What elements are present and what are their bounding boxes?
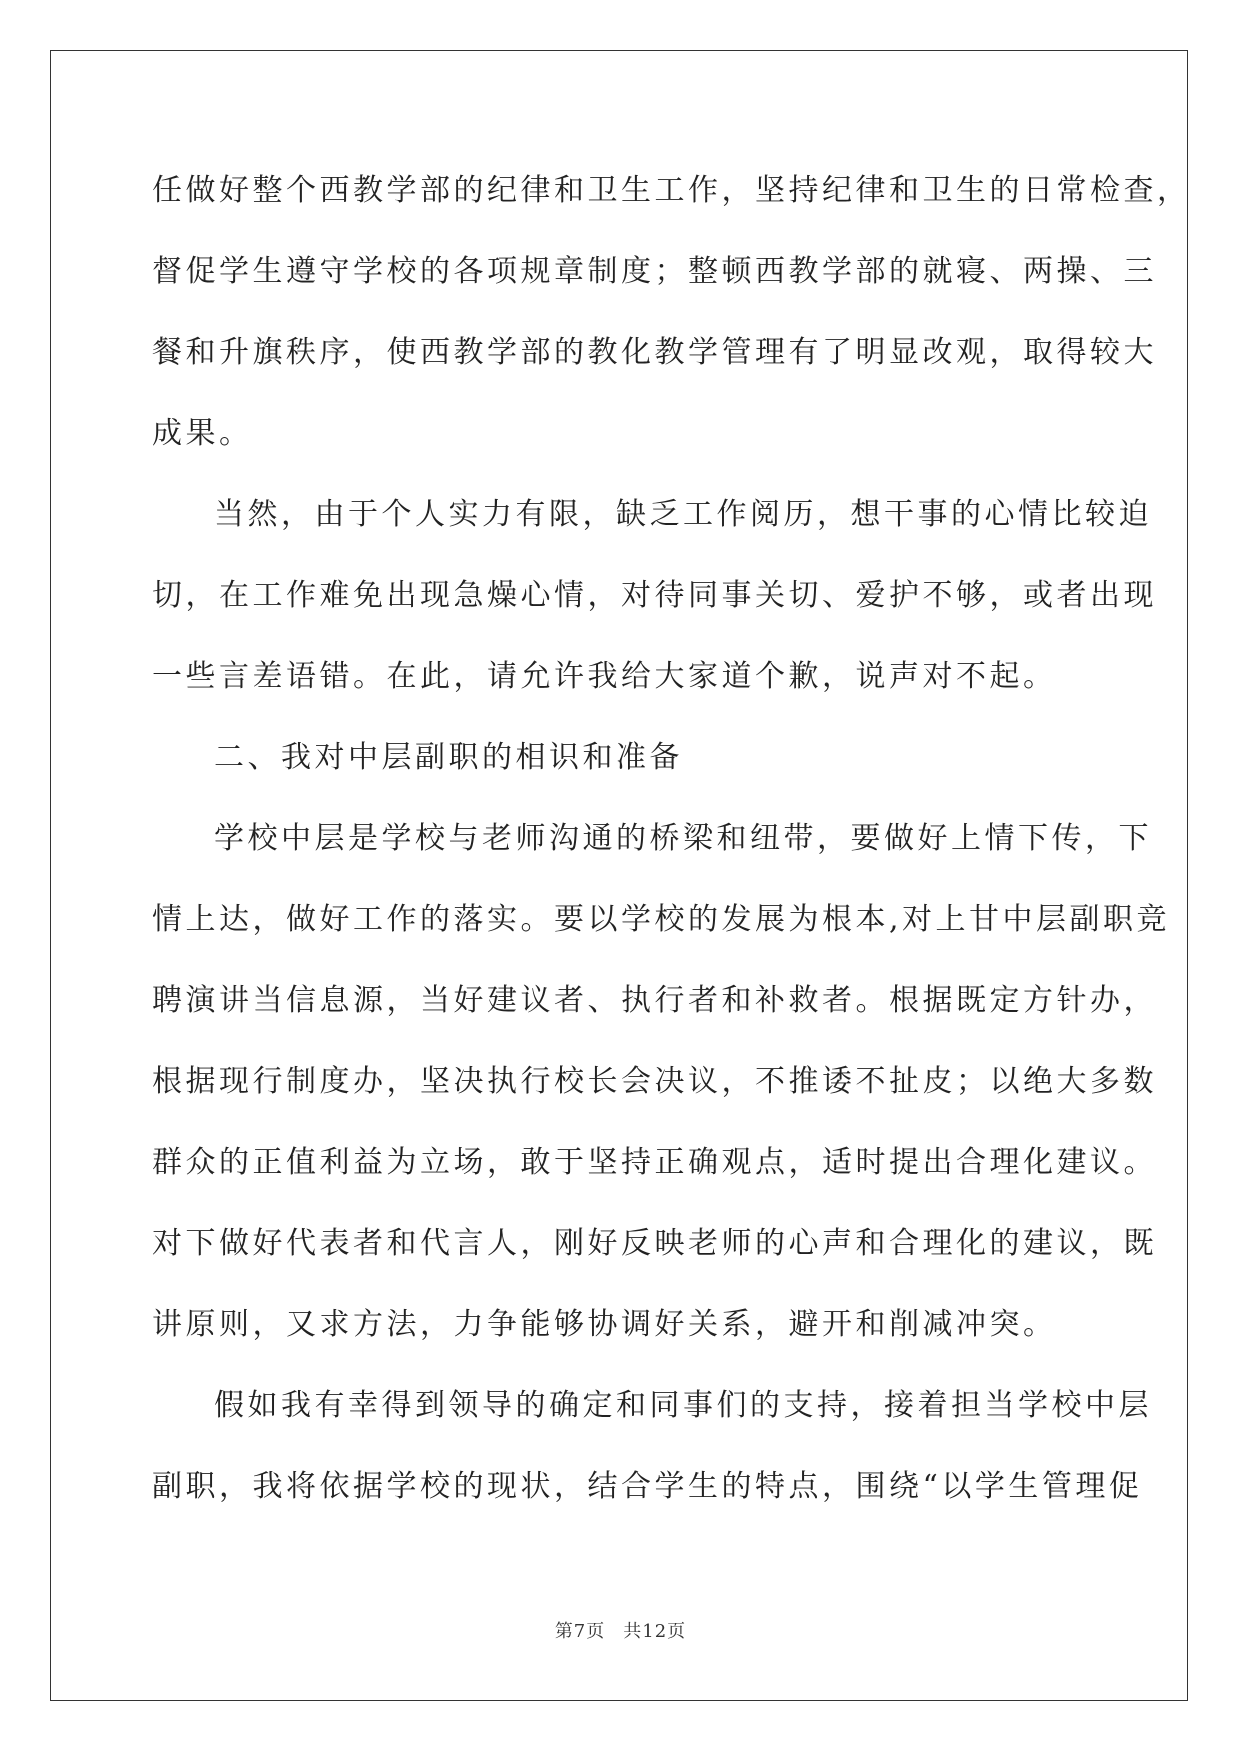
- text-line: 餐和升旗秩序，使西教学部的教化教学管理有了明显改观，取得较大: [152, 335, 1157, 370]
- paragraph-start-line: 当然，由于个人实力有限，缺乏工作阅历，想干事的心情比较迫: [214, 497, 1152, 532]
- document-body: [152, 166, 1191, 1543]
- text-line: 对下做好代表者和代言人，刚好反映老师的心声和合理化的建议，既: [152, 1226, 1157, 1261]
- current-page-number: 第7页: [554, 1621, 606, 1642]
- text-line: 督促学生遵守学校的各项规章制度；整顿西教学部的就寝、两操、三: [152, 254, 1157, 289]
- text-line: 一些言差语错。在此，请允许我给大家道个歉，说声对不起。: [152, 659, 1057, 694]
- section-heading: 二、我对中层副职的相识和准备: [214, 740, 683, 775]
- paragraph-start-line: 假如我有幸得到领导的确定和同事们的支持，接着担当学校中层: [214, 1388, 1152, 1423]
- text-line: 根据现行制度办，坚决执行校长会决议，不推诿不扯皮；以绝大多数: [152, 1064, 1157, 1099]
- text-line: 群众的正值利益为立场，敢于坚持正确观点，适时提出合理化建议。: [152, 1145, 1157, 1180]
- text-line: 任做好整个西教学部的纪律和卫生工作，坚持纪律和卫生的日常检查，: [152, 173, 1191, 208]
- page-footer: [0, 1617, 1241, 1643]
- total-page-count: 共12页: [623, 1621, 687, 1642]
- text-line: 聘演讲当信息源，当好建议者、执行者和补救者。根据既定方针办，: [152, 983, 1157, 1018]
- text-line: 切，在工作难免出现急燥心情，对待同事关切、爱护不够，或者出现: [152, 578, 1157, 613]
- paragraph-start-line: 学校中层是学校与老师沟通的桥梁和纽带，要做好上情下传，下: [214, 821, 1152, 856]
- text-line: 情上达，做好工作的落实。要以学校的发展为根本,对上甘中层副职竞: [152, 902, 1171, 937]
- text-line: 成果。: [152, 416, 253, 451]
- text-line: 副职，我将依据学校的现状，结合学生的特点，围绕“以学生管理促: [152, 1469, 1143, 1504]
- text-line: 讲原则，又求方法，力争能够协调好关系，避开和削减冲突。: [152, 1307, 1057, 1342]
